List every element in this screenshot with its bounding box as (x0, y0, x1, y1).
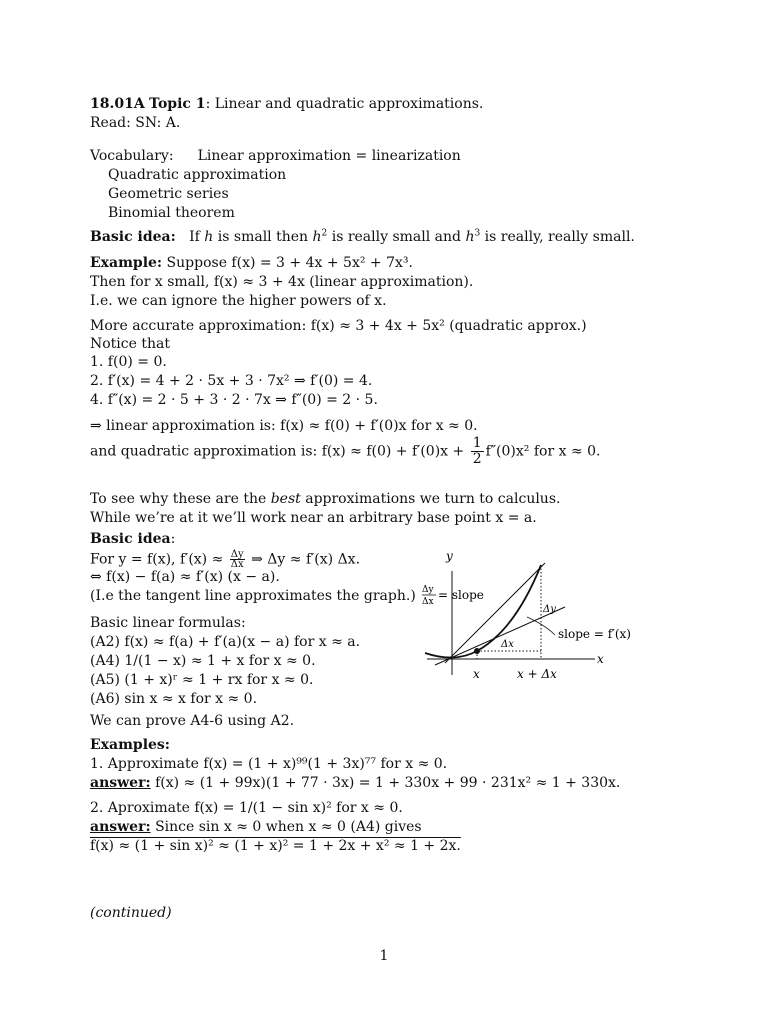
dx-label: Δx (501, 639, 514, 650)
why-line: While we’re at it we’ll work near an arbitrary base point x = a. (90, 510, 537, 526)
vocabulary-item: Linear approximation = linearization (197, 148, 461, 164)
vocabulary-label: Vocabulary: (90, 148, 174, 164)
topic-title: : Linear and quadratic approximations. (205, 96, 484, 112)
example-question: 1. Approximate f(x) = (1 + x)⁹⁹(1 + 3x)⁷⁷ for x ≈ 0. (90, 756, 448, 772)
basic-idea-2-heading (90, 531, 175, 548)
tick-x-plus-dx: x + Δx (517, 667, 557, 681)
topic-label: Topic 1 (149, 96, 206, 112)
text-fragment: approximations we turn to calculus. (300, 491, 561, 507)
answer-text: Since sin x ≈ 0 when x ≈ 0 (A4) gives (150, 819, 422, 835)
vocabulary-item: Binomial theorem (108, 205, 235, 221)
vocabulary-item: Quadratic approximation (108, 167, 287, 183)
dy-label: Δy (543, 604, 556, 615)
slope-fprime-label: slope = f′(x) (558, 627, 631, 641)
answer-text: f(x) ≈ (1 + 99x)(1 + 77 · 3x) = 1 + 330x + 99 · 231x² ≈ 1 + 330x. (150, 775, 621, 791)
text-fragment: is really, really small. (480, 229, 635, 245)
formula-item: (A4) 1/(1 − x) ≈ 1 + x for x ≈ 0. (90, 653, 316, 669)
answer-label: answer: (90, 775, 151, 791)
text-fragment: For y = f(x), f′(x) ≈ (90, 551, 228, 568)
formula-item: (A5) (1 + x)ʳ ≈ 1 + rx for x ≈ 0. (90, 672, 314, 688)
formula-item: (A2) f(x) ≈ f(a) + f′(a)(x − a) for x ≈ a. (90, 634, 361, 650)
y-axis-label: y (446, 549, 453, 563)
course-number: 18.01A (90, 96, 145, 112)
tangent-line (435, 607, 565, 665)
reading-line: Read: SN: A. (90, 115, 181, 131)
page-title (90, 96, 483, 113)
base-point (474, 648, 480, 654)
emphasis-text: best (270, 491, 301, 507)
quadratic-approx-result (90, 436, 600, 467)
example-answer (90, 819, 422, 836)
why-line (90, 491, 560, 508)
text-fragment: ⇒ Δy ≈ f′(x) Δx. (246, 551, 361, 568)
tick-x: x (473, 667, 480, 681)
basic-idea-label: Basic idea: (90, 229, 176, 245)
fraction-denominator: Δx (230, 559, 244, 570)
basic-idea-label: Basic idea (90, 531, 171, 547)
dy-dx-fraction (230, 550, 245, 569)
slope-frac-denominator: Δx (422, 597, 434, 607)
formula-item: (A6) sin x ≈ x for x ≈ 0. (90, 691, 258, 707)
fraction-denominator: 2 (472, 451, 482, 467)
slope-equals-label: = slope (438, 588, 484, 602)
example-line: I.e. we can ignore the higher powers of x. (90, 293, 387, 309)
text-fragment: is small then (213, 229, 313, 245)
equivalence-line: ⇔ f(x) − f(a) ≈ f′(x) (x − a). (90, 569, 280, 585)
example-question: 2. Aproximate f(x) = 1/(1 − sin x)² for x ≈ 0. (90, 800, 403, 816)
numbered-item: 1. f(0) = 0. (90, 354, 167, 370)
accurate-line: More accurate approximation: f(x) ≈ 3 + 4x + 5x² (quadratic approx.) (90, 318, 587, 334)
example-answer (90, 775, 620, 792)
continued-note: (continued) (90, 905, 172, 921)
fraction-numerator: 1 (472, 435, 482, 451)
examples-heading: Examples: (90, 737, 170, 753)
x-axis-label: x (597, 652, 604, 666)
text-fragment: f″(0)x² for x ≈ 0. (485, 443, 601, 460)
example-line (90, 255, 413, 272)
example-label: Example: (90, 255, 163, 271)
numbered-item: 2. f′(x) = 4 + 2 · 5x + 3 · 7x² ⇒ f′(0) = 4. (90, 373, 373, 389)
fraction-numerator: Δy (230, 549, 244, 560)
tangent-line-figure (415, 545, 655, 690)
secant-line (445, 563, 545, 663)
proof-note: We can prove A4-6 using A2. (90, 713, 295, 729)
linear-approx-result: ⇒ linear approximation is: f(x) ≈ f(0) + f′(0)x for x ≈ 0. (90, 418, 478, 434)
text-fragment: and quadratic approximation is: f(x) ≈ f(0) + f′(0)x + (90, 443, 469, 460)
vocabulary-item: Geometric series (108, 186, 229, 202)
answer-text: f(x) ≈ (1 + sin x)² ≈ (1 + x)² = 1 + 2x + x² ≈ 1 + 2x. (90, 838, 461, 854)
basic-idea-line: Basic idea: If h is small then $h^2$ is really small and $h^3$ is really, really small. (90, 228, 635, 245)
vocabulary-line (90, 148, 461, 165)
text-fragment: : (170, 531, 176, 547)
example-text: Suppose f(x) = 3 + 4x + 5x² + 7x³. (166, 255, 413, 271)
page-number: 1 (379, 948, 389, 964)
tangent-note: (I.e the tangent line approximates the graph.) (90, 588, 416, 604)
one-half-fraction (471, 436, 484, 467)
slope-frac-numerator: Δy (422, 585, 434, 595)
formulas-heading: Basic linear formulas: (90, 615, 246, 631)
numbered-item: 4. f″(x) = 2 · 5 + 3 · 2 · 7x ⇒ f″(0) = 2 · 5. (90, 392, 378, 408)
text-fragment: is really small and (327, 229, 466, 245)
derivative-line (90, 550, 360, 569)
example-line: Then for x small, f(x) ≈ 3 + 4x (linear approximation). (90, 274, 474, 290)
text-fragment: To see why these are the (90, 491, 271, 507)
accurate-line: Notice that (90, 336, 170, 352)
text-fragment: If (189, 229, 205, 245)
example-answer-continued (90, 838, 461, 855)
answer-label: answer: (90, 819, 151, 835)
